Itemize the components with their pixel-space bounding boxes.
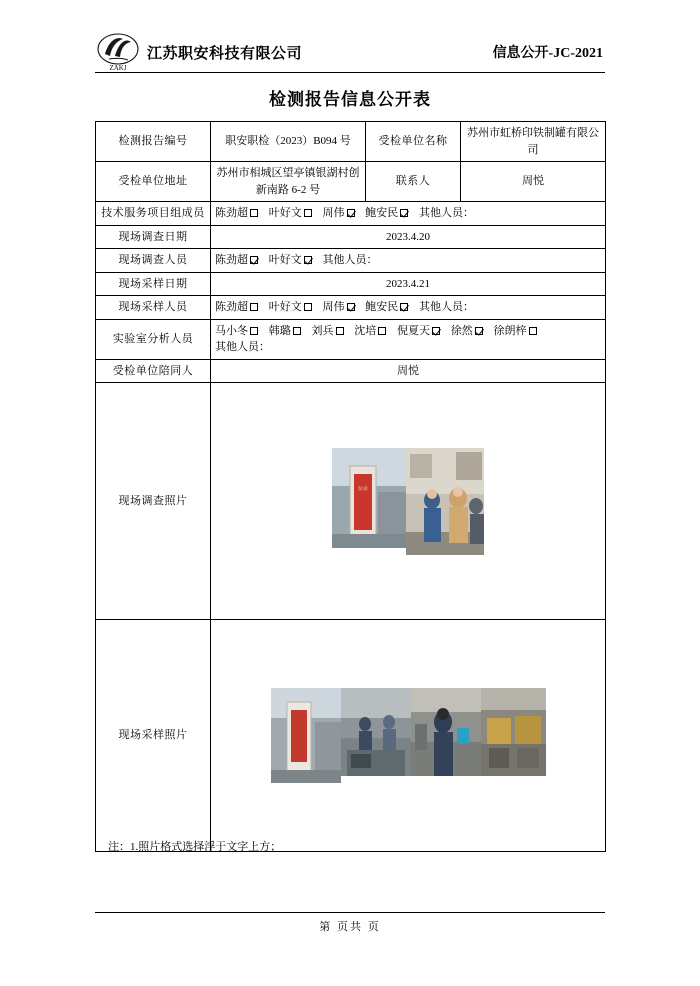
contact-label: 联系人 <box>366 162 461 202</box>
lab-person <box>269 323 301 340</box>
table-row <box>96 225 606 249</box>
checkbox[interactable] <box>250 327 258 335</box>
workshop-sampling-photo-2 <box>411 688 481 776</box>
survey-date-value: 2023.4.20 <box>211 225 606 249</box>
team-member <box>215 205 258 222</box>
lab-person-name: 刘兵 <box>311 324 334 337</box>
footnote: 注：1.照片格式选择浮于文字上方； <box>108 841 282 853</box>
lab-label: 实验室分析人员 <box>96 319 211 359</box>
workshop-sampling-photo-1 <box>341 688 411 776</box>
lab-person <box>312 323 344 340</box>
report-no-value: 职安职检（2023）B094 号 <box>211 122 366 162</box>
survey-other-label: 其他人员： <box>322 254 378 266</box>
lab-person-name: 沈培 <box>354 324 377 337</box>
lab-person-name: 倪夏天 <box>397 324 430 337</box>
team-member <box>269 205 312 222</box>
sampling-people-label: 现场采样人员 <box>96 296 211 320</box>
lab-people-row <box>215 323 601 340</box>
sampling-person <box>269 299 312 316</box>
team-member-name: 鲍安民 <box>365 207 399 219</box>
sampling-photo-group <box>215 623 601 848</box>
table-row <box>96 272 606 296</box>
team-member-name: 周伟 <box>322 207 345 219</box>
lab-person <box>354 323 386 340</box>
client-value: 苏州市虹桥印铁制罐有限公司 <box>461 122 606 162</box>
contact-value: 周悦 <box>461 162 606 202</box>
checkbox[interactable] <box>378 327 386 335</box>
sampling-person <box>215 299 258 316</box>
sampling-photos-cell <box>211 620 606 852</box>
sampling-person <box>365 299 408 316</box>
table-row <box>96 122 606 162</box>
address-value: 苏州市相城区望亭镇银湖村创新南路 6-2 号 <box>211 162 366 202</box>
lab-person-name: 徐然 <box>450 324 473 337</box>
sampling-photo-row <box>271 688 546 783</box>
sampling-person-name: 叶好文 <box>268 301 302 313</box>
lab-person <box>494 323 537 340</box>
sampling-date-label: 现场采样日期 <box>96 272 211 296</box>
table-row <box>96 383 606 620</box>
sampling-other-label: 其他人员： <box>419 301 474 313</box>
checkbox-checked[interactable] <box>400 303 408 311</box>
sampling-person <box>323 299 355 316</box>
accompany-label: 受检单位陪同人 <box>96 359 211 383</box>
company-name: 江苏职安科技有限公司 <box>147 45 303 62</box>
team-other-label: 其他人员： <box>419 207 474 219</box>
lab-person <box>397 323 440 340</box>
lab-person-name: 徐朗梓 <box>493 324 527 337</box>
lab-person <box>215 323 258 340</box>
team-member <box>323 205 355 222</box>
header-divider <box>95 72 605 73</box>
survey-photo-row <box>332 448 484 555</box>
page-header <box>95 28 605 76</box>
company-logo-icon <box>95 32 141 72</box>
team-label: 技术服务项目组成员 <box>96 202 211 226</box>
survey-photos-cell <box>211 383 606 620</box>
checkbox-checked[interactable] <box>432 327 440 335</box>
checkbox[interactable] <box>250 303 258 311</box>
team-members-cell <box>211 202 606 226</box>
lab-other-label: 其他人员： <box>215 341 270 353</box>
footer-divider <box>95 912 605 913</box>
checkbox-checked[interactable] <box>304 256 312 264</box>
info-table <box>95 121 606 852</box>
table-row <box>96 202 606 226</box>
survey-photos-label: 现场调查照片 <box>96 383 211 620</box>
survey-person-name: 叶好文 <box>268 254 302 266</box>
accompany-value: 周悦 <box>211 359 606 383</box>
lab-person <box>451 323 483 340</box>
survey-people-label: 现场调查人员 <box>96 249 211 273</box>
survey-date-label: 现场调查日期 <box>96 225 211 249</box>
survey-person <box>215 252 258 269</box>
checkbox-checked[interactable] <box>347 209 355 217</box>
table-row <box>96 249 606 273</box>
checkbox-checked[interactable] <box>400 209 408 217</box>
workshop-sampling-photo-3 <box>481 688 546 776</box>
address-label: 受检单位地址 <box>96 162 211 202</box>
lab-person-name: 马小冬 <box>215 324 248 337</box>
team-member <box>365 205 408 222</box>
sampling-photos-label: 现场采样照片 <box>96 620 211 852</box>
lab-person-name: 韩璐 <box>268 324 291 337</box>
header-company-block <box>95 32 302 72</box>
checkbox-checked[interactable] <box>250 256 258 264</box>
checkbox[interactable] <box>529 327 537 335</box>
checkbox-checked[interactable] <box>475 327 483 335</box>
svg-text:公示: 公示 <box>357 485 369 492</box>
svg-text:ZAKJ: ZAKJ <box>109 64 127 72</box>
site-entrance-photo <box>271 688 341 783</box>
survey-person-name: 陈劲超 <box>215 254 248 266</box>
site-interview-photo <box>406 448 484 555</box>
checkbox[interactable] <box>293 327 301 335</box>
checkbox[interactable] <box>250 209 258 217</box>
table-row <box>96 319 606 359</box>
checkbox-checked[interactable] <box>347 303 355 311</box>
checkbox[interactable] <box>304 209 312 217</box>
table-row <box>96 620 606 852</box>
document-code: 信息公开-JC-2021 <box>492 46 603 61</box>
page-number: 第 页共 页 <box>319 921 381 933</box>
survey-people-cell <box>211 249 606 273</box>
survey-person <box>269 252 312 269</box>
report-no-label: 检测报告编号 <box>96 122 211 162</box>
survey-photo-group <box>215 386 601 616</box>
checkbox[interactable] <box>304 303 312 311</box>
table-row <box>96 296 606 320</box>
site-signboard-photo <box>332 448 406 548</box>
sampling-people-cell <box>211 296 606 320</box>
sampling-person-name: 陈劲超 <box>215 301 248 313</box>
sampling-person-name: 周伟 <box>322 301 345 313</box>
page-title: 检测报告信息公开表 <box>269 90 431 109</box>
table-row <box>96 359 606 383</box>
table-row <box>96 162 606 202</box>
sampling-date-value: 2023.4.21 <box>211 272 606 296</box>
lab-people-cell <box>211 319 606 359</box>
client-label: 受检单位名称 <box>366 122 461 162</box>
team-member-name: 叶好文 <box>268 207 302 219</box>
team-member-name: 陈劲超 <box>215 207 248 219</box>
sampling-person-name: 鲍安民 <box>365 301 399 313</box>
checkbox[interactable] <box>336 327 344 335</box>
